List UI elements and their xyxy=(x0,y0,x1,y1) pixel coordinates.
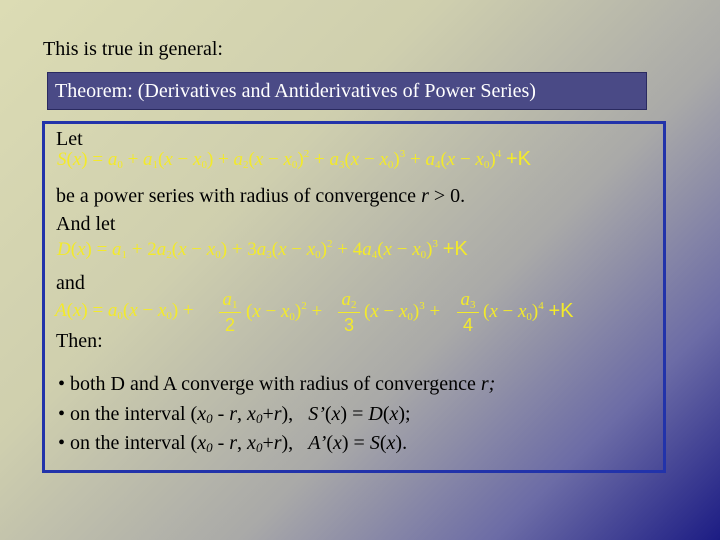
equation-a-part4: $(x - x_0)^4 +K$ xyxy=(483,300,574,323)
theorem-title: Theorem: (Derivatives and Antiderivatives of Power Series) xyxy=(55,80,536,102)
conclusion-derivative: • on the interval ($x_0$ - r, $x_0+r$), S’(x) = D(x); xyxy=(58,403,411,426)
equation-s: $S(x) = a_0 + a_1(x - x_0) + a_2(x - x_0)^2 + a_3(x - x_0)^3 + a_4(x - x_0)^4 +K$ xyxy=(57,148,531,171)
label-power-series: be a power series with radius of convergence r > 0. xyxy=(56,185,466,207)
equation-d: $D(x) = a_1 + 2a_2(x - x_0) + 3a_3(x - x_0)^2 + 4a_4(x - x_0)^3 +K$ xyxy=(57,238,468,261)
label-and: and xyxy=(56,272,85,294)
label-and-let: And let xyxy=(56,213,116,235)
equation-a-part1: $A(x) = a_0(x - x_0)$ + xyxy=(55,300,194,322)
label-let: Let xyxy=(56,128,83,150)
conclusion-antiderivative: • on the interval ($x_0$ - r, $x_0+r$), A’(x) = S(x). xyxy=(58,432,408,455)
label-then: Then: xyxy=(56,330,103,352)
equation-a-part3: $(x - x_0)^3$ + xyxy=(364,300,441,323)
intro-text: This is true in general: xyxy=(43,38,223,60)
theorem-title-bar xyxy=(47,72,647,110)
equation-a-part2: $(x - x_0)^2$ + xyxy=(246,300,323,323)
conclusion-convergence: • both D and A converge with radius of convergence r; xyxy=(58,373,496,395)
fraction-a2-over-3: $a_2$ 3 xyxy=(338,289,360,336)
fraction-a3-over-4: $a_3$ 4 xyxy=(457,289,479,336)
fraction-a1-over-2: $a_1$ 2 xyxy=(219,289,241,336)
